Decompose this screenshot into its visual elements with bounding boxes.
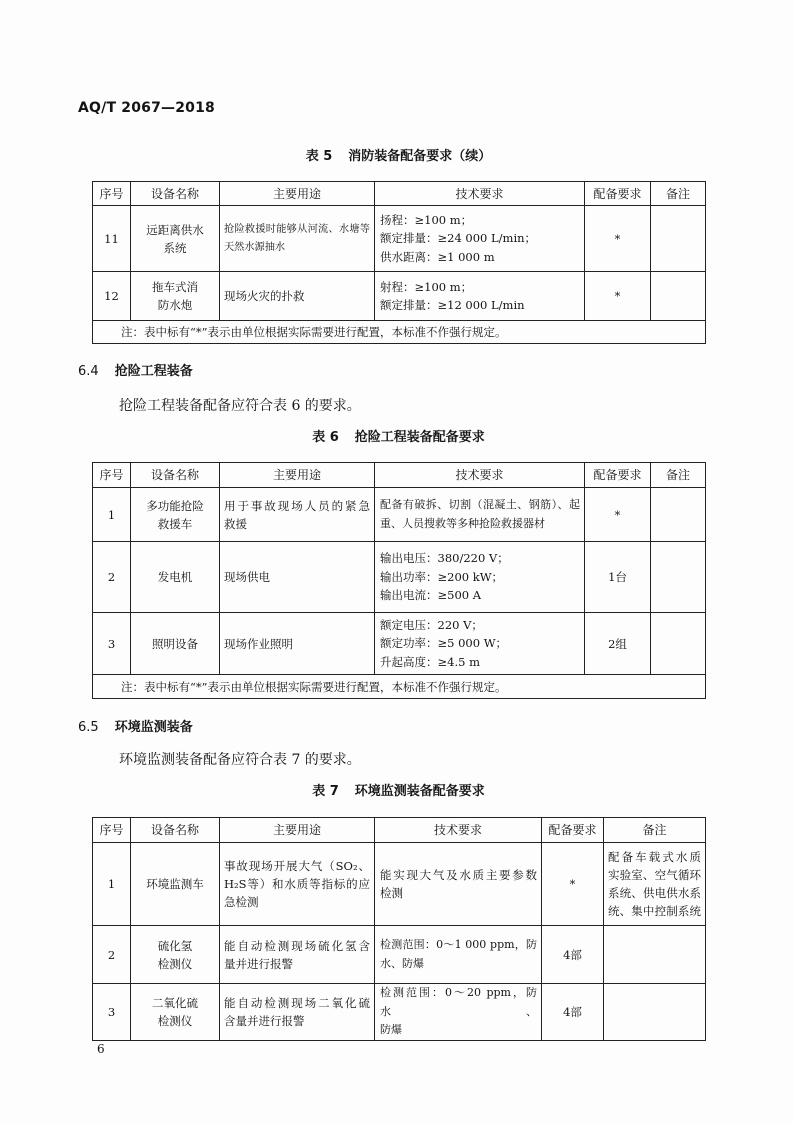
column-header-config: 配备要求 [542, 818, 604, 843]
tech-line: 输出电流：≥500 A [380, 588, 482, 603]
name-line: 硫化氢 [157, 938, 193, 953]
table-header-row [93, 818, 706, 843]
table-note-row [93, 675, 706, 699]
section-heading-6-4 [78, 363, 193, 381]
cell-purpose [220, 272, 375, 321]
table-row [93, 272, 706, 321]
column-header-tech: 技术要求 [375, 182, 585, 206]
table-note: 注：表中标有“*”表示由单位根据实际需要进行配置，本标准不作强行规定。 [93, 675, 706, 699]
name-line: 救援车 [157, 516, 193, 531]
column-header-remark: 备注 [651, 463, 706, 488]
cell-tech [375, 984, 542, 1041]
tech-line: 供水距离：≥1 000 m [380, 249, 495, 264]
name-line: 发电机 [157, 570, 193, 584]
cell-remark [651, 206, 706, 272]
table-7-caption [92, 783, 705, 801]
table-title: 消防装备配备要求（续） [348, 149, 492, 164]
cell-remark [651, 488, 706, 542]
cell-no: 12 [93, 272, 131, 321]
cell-no: 3 [93, 613, 131, 675]
cell-purpose [220, 843, 375, 926]
page-number: 6 [97, 1042, 105, 1056]
table-title: 抢险工程装备配备要求 [354, 430, 485, 445]
cell-config: * [542, 843, 604, 926]
cell-purpose [220, 613, 375, 675]
purpose-line: 量并进行报警 [224, 956, 293, 971]
table-row [93, 542, 706, 613]
column-header-no: 序号 [93, 818, 131, 843]
cell-purpose [220, 206, 375, 272]
table-header-row [93, 182, 706, 206]
cell-no: 1 [93, 843, 131, 926]
table-5 [92, 181, 706, 344]
remark-line: 统、集中控制系统 [608, 904, 701, 918]
name-line: 多功能抢险 [146, 498, 204, 513]
table-label: 表 6 [312, 430, 339, 445]
column-header-name: 设备名称 [131, 818, 220, 843]
cell-config: * [585, 272, 651, 321]
cell-tech [375, 613, 585, 675]
name-line: 防水炮 [157, 298, 193, 312]
section-paragraph: 抢险工程装备配备应符合表 6 的要求。 [119, 398, 361, 414]
name-line: 远距离供水 [146, 222, 204, 237]
cell-config: 1台 [585, 542, 651, 613]
table-6-caption [92, 429, 705, 447]
name-line: 二氧化硫 [152, 995, 198, 1010]
cell-remark [604, 843, 706, 926]
column-header-config: 配备要求 [585, 182, 651, 206]
purpose-line: 能自动检测现场二氧化硫 [224, 995, 370, 1010]
column-header-purpose: 主要用途 [220, 463, 375, 488]
cell-no: 2 [93, 542, 131, 613]
name-line: 系统 [163, 240, 187, 255]
cell-config: 4部 [542, 984, 604, 1041]
table-title: 环境监测装备配备要求 [354, 784, 485, 799]
cell-no: 2 [93, 926, 131, 984]
column-header-tech: 技术要求 [375, 463, 585, 488]
cell-config: * [585, 206, 651, 272]
cell-tech [375, 926, 542, 984]
purpose-line: 抢险救援时能够从河流、水塘等 [224, 223, 370, 235]
cell-purpose [220, 488, 375, 542]
purpose-line: 急检测 [224, 895, 259, 909]
purpose-line: 能自动检测现场硫化氢含 [224, 938, 370, 953]
cell-config: 4部 [542, 926, 604, 984]
table-row [93, 613, 706, 675]
purpose-line: 天然水源抽水 [224, 241, 286, 253]
cell-remark [604, 984, 706, 1041]
section-number: 6.5 [78, 720, 99, 735]
cell-no: 3 [93, 984, 131, 1041]
tech-line: 输出功率：≥200 kW； [380, 569, 504, 584]
table-note-row [93, 321, 706, 344]
table-row [93, 206, 706, 272]
purpose-line: 救援 [224, 516, 247, 531]
table-header-row [93, 463, 706, 488]
table-row [93, 488, 706, 542]
tech-line: 射程：≥100 m； [380, 279, 473, 294]
remark-line: 实验室、空气循环 [608, 868, 701, 882]
purpose-line: 现场火灾的扑救 [224, 289, 305, 303]
column-header-remark: 备注 [651, 182, 706, 206]
tech-line: 水、防爆 [380, 956, 424, 970]
cell-purpose [220, 542, 375, 613]
table-label: 表 7 [312, 784, 339, 799]
cell-tech [375, 488, 585, 542]
column-header-name: 设备名称 [131, 182, 220, 206]
cell-name [131, 926, 220, 984]
column-header-remark: 备注 [604, 818, 706, 843]
purpose-line: H₂S等）和水质等指标的应 [224, 877, 370, 891]
name-line: 照明设备 [152, 636, 198, 651]
column-header-purpose: 主要用途 [220, 818, 375, 843]
table-6 [92, 462, 706, 699]
cell-tech [375, 542, 585, 613]
cell-remark [604, 926, 706, 984]
tech-line: 重、人员搜救等多种抢险救援器材 [380, 516, 545, 530]
cell-remark [651, 613, 706, 675]
tech-line: 额定功率：≥5 000 W； [380, 636, 508, 651]
standard-code: AQ/T 2067—2018 [78, 100, 216, 116]
cell-config: 2组 [585, 613, 651, 675]
table-row [93, 984, 706, 1041]
cell-remark [651, 542, 706, 613]
cell-purpose [220, 984, 375, 1041]
cell-name [131, 984, 220, 1041]
purpose-line: 用于事故现场人员的紧急 [224, 498, 370, 513]
purpose-line: 现场供电 [224, 570, 270, 584]
cell-purpose [220, 926, 375, 984]
tech-line: 检测 [380, 886, 403, 900]
tech-line: 额定排量：≥24 000 L/min； [380, 231, 537, 246]
cell-tech [375, 272, 585, 321]
cell-tech [375, 206, 585, 272]
table-note: 注：表中标有“*”表示由单位根据实际需要进行配置，本标准不作强行规定。 [93, 321, 706, 344]
cell-name [131, 206, 220, 272]
name-line: 拖车式消 [152, 280, 198, 294]
remark-line: 系统、供电供水系 [608, 886, 701, 900]
section-heading-6-5 [78, 719, 193, 737]
tech-line: 升起高度：≥4.5 m [380, 654, 480, 669]
tech-line: 配备有破拆、切割（混凝土、钢筋）、起 [380, 498, 580, 511]
cell-no: 1 [93, 488, 131, 542]
cell-remark [651, 272, 706, 321]
purpose-line: 含量并进行报警 [224, 1013, 305, 1028]
tech-line: 额定电压：220 V； [380, 617, 483, 632]
purpose-line: 事故现场开展大气（SO₂、 [224, 859, 370, 873]
tech-line: 输出电压：380/220 V； [380, 551, 509, 566]
tech-line: 检测范围：0～1 000 ppm，防 [380, 938, 537, 951]
tech-line: 额定排量：≥12 000 L/min [380, 298, 525, 312]
cell-config: * [585, 488, 651, 542]
tech-line: 防爆 [380, 1023, 402, 1036]
remark-line: 配备车载式水质 [608, 850, 701, 864]
section-title: 抢险工程装备 [114, 364, 193, 379]
column-header-no: 序号 [93, 463, 131, 488]
column-header-tech: 技术要求 [375, 818, 542, 843]
cell-name [131, 843, 220, 926]
cell-name [131, 542, 220, 613]
cell-no: 11 [93, 206, 131, 272]
tech-line: 检测范围：0～20 ppm，防水、 [380, 986, 537, 1018]
cell-name [131, 272, 220, 321]
name-line: 检测仪 [157, 1013, 193, 1028]
section-paragraph: 环境监测装备配备应符合表 7 的要求。 [119, 752, 361, 768]
cell-tech [375, 843, 542, 926]
column-header-no: 序号 [93, 182, 131, 206]
column-header-purpose: 主要用途 [220, 182, 375, 206]
section-number: 6.4 [78, 364, 99, 379]
table-row [93, 926, 706, 984]
purpose-line: 现场作业照明 [224, 636, 293, 651]
table-7 [92, 817, 706, 1041]
column-header-config: 配备要求 [585, 463, 651, 488]
tech-line: 扬程：≥100 m； [380, 212, 473, 227]
cell-name [131, 613, 220, 675]
cell-name [131, 488, 220, 542]
table-label: 表 5 [305, 149, 333, 164]
table-5-caption [92, 148, 705, 166]
tech-line: 能实现大气及水质主要参数 [380, 867, 537, 882]
table-row [93, 843, 706, 926]
name-line: 环境监测车 [146, 877, 204, 891]
section-title: 环境监测装备 [114, 720, 193, 735]
column-header-name: 设备名称 [131, 463, 220, 488]
name-line: 检测仪 [157, 956, 193, 971]
